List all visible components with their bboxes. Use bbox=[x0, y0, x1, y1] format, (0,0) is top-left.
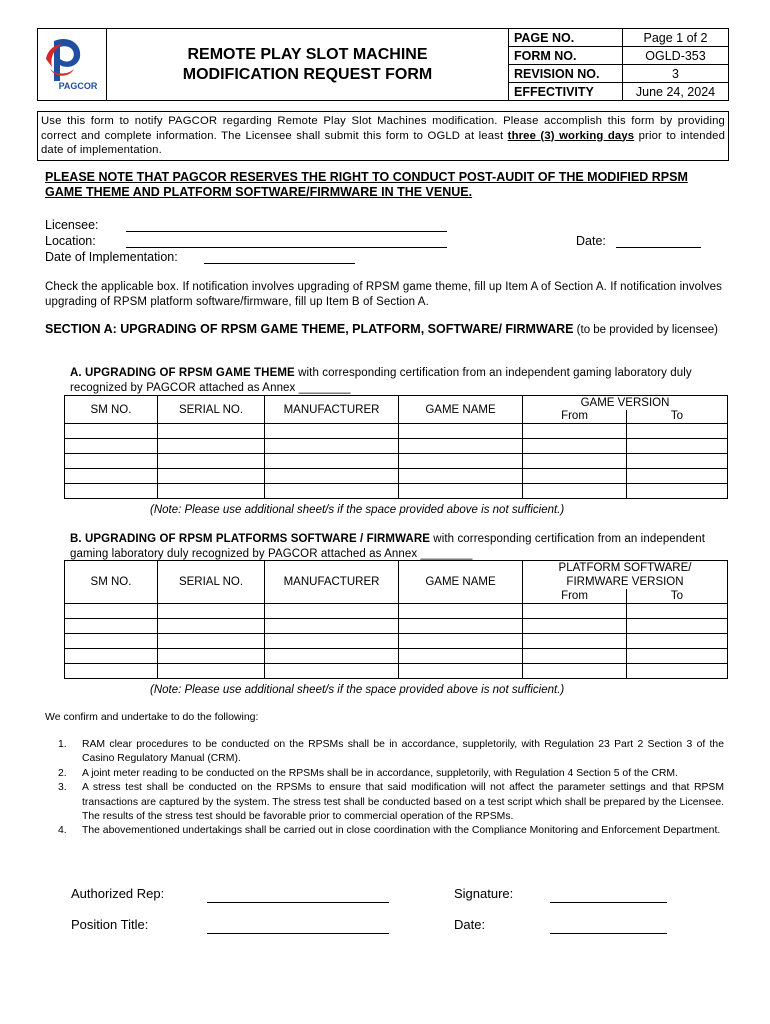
table-cell[interactable] bbox=[65, 663, 158, 678]
item-b-note: (Note: Please use additional sheet/s if the space provided above is not sufficient.) bbox=[150, 684, 565, 696]
item-a-description bbox=[70, 366, 710, 396]
pagcor-logo-icon bbox=[38, 29, 104, 95]
table-cell[interactable] bbox=[65, 439, 158, 454]
pagcor-logo bbox=[38, 29, 107, 101]
item-b-description bbox=[70, 532, 710, 562]
table-cell[interactable] bbox=[523, 469, 627, 484]
item-text: The abovementioned undertakings shall be carried out in close coordination with the Compliance Monitoring and Enforcement Department. bbox=[82, 825, 721, 837]
column-header: SM NO. bbox=[65, 561, 158, 604]
table-cell[interactable] bbox=[399, 424, 523, 439]
signature-date-field[interactable] bbox=[550, 933, 667, 934]
table-cell[interactable] bbox=[523, 663, 627, 678]
table-cell[interactable] bbox=[65, 603, 158, 618]
table-cell[interactable] bbox=[523, 633, 627, 648]
table-cell[interactable] bbox=[265, 633, 399, 648]
from-header: From bbox=[523, 589, 627, 603]
item-text: A joint meter reading to be conducted on the RPSMs shall be in accordance, suppletorily, with Regulation 4 Section 5 of the CRM. bbox=[82, 767, 678, 779]
licensee-field[interactable] bbox=[126, 231, 447, 232]
version-header-line2: FIRMWARE VERSION bbox=[566, 576, 684, 588]
table-cell[interactable] bbox=[65, 648, 158, 663]
form-header bbox=[37, 28, 729, 101]
intro-box bbox=[37, 111, 729, 161]
column-header: GAME NAME bbox=[399, 396, 523, 424]
form-title-line1: REMOTE PLAY SLOT MACHINE bbox=[187, 45, 428, 63]
implementation-date-label: Date of Implementation: bbox=[45, 250, 178, 264]
table-cell[interactable] bbox=[158, 663, 265, 678]
table-cell[interactable] bbox=[265, 454, 399, 469]
to-header: To bbox=[627, 410, 728, 424]
location-label: Location: bbox=[45, 234, 96, 248]
game-theme-table bbox=[64, 395, 728, 499]
item-number: 2. bbox=[58, 767, 67, 779]
licensee-label: Licensee: bbox=[45, 218, 99, 232]
table-cell[interactable] bbox=[265, 603, 399, 618]
authorized-rep-field[interactable] bbox=[207, 902, 389, 903]
table-cell[interactable] bbox=[265, 484, 399, 499]
table-cell[interactable] bbox=[65, 454, 158, 469]
item-a-note: (Note: Please use additional sheet/s if the space provided above is not sufficient.) bbox=[150, 504, 565, 516]
meta-label: FORM NO. bbox=[509, 47, 623, 65]
table-cell[interactable] bbox=[627, 454, 728, 469]
table-cell[interactable] bbox=[627, 424, 728, 439]
table-cell[interactable] bbox=[158, 484, 265, 499]
intro-text-1: Use this form to notify PAGCOR regarding Remote Play Slot Machines modification. Please accomplish this form by providing correct and complete information. The Licensee shall submit this form to OGLD at least bbox=[41, 115, 725, 142]
table-cell[interactable] bbox=[158, 469, 265, 484]
table-cell[interactable] bbox=[65, 633, 158, 648]
date-field[interactable] bbox=[616, 247, 701, 248]
meta-value: June 24, 2024 bbox=[623, 83, 729, 101]
column-header: MANUFACTURER bbox=[265, 561, 399, 604]
table-cell[interactable] bbox=[399, 439, 523, 454]
section-a-heading bbox=[45, 322, 725, 338]
item-a-text: with corresponding certification from an independent gaming laboratory duly recognized by PAGCOR attached as Annex ________ bbox=[70, 367, 692, 394]
version-header bbox=[523, 561, 728, 590]
version-header: GAME VERSION bbox=[523, 396, 728, 410]
column-header: SERIAL NO. bbox=[158, 561, 265, 604]
table-cell[interactable] bbox=[627, 469, 728, 484]
date-label: Date: bbox=[576, 234, 606, 248]
table-cell[interactable] bbox=[265, 648, 399, 663]
item-b-text: with corresponding certification from an independent gaming laboratory duly recognized by PAGCOR attached as Annex ________ bbox=[70, 533, 706, 560]
from-header: From bbox=[523, 410, 627, 424]
table-cell[interactable] bbox=[523, 648, 627, 663]
item-a-heading: A. UPGRADING OF RPSM GAME THEME bbox=[70, 367, 295, 379]
column-header: SERIAL NO. bbox=[158, 396, 265, 424]
table-cell[interactable] bbox=[158, 603, 265, 618]
table-cell[interactable] bbox=[399, 663, 523, 678]
section-a-suffix: (to be provided by licensee) bbox=[573, 324, 718, 336]
intro-emphasis: three (3) working days bbox=[507, 129, 635, 142]
table-cell[interactable] bbox=[158, 439, 265, 454]
list-item bbox=[44, 767, 724, 781]
table-cell[interactable] bbox=[627, 633, 728, 648]
meta-value: 3 bbox=[623, 65, 729, 83]
meta-value: Page 1 of 2 bbox=[623, 29, 729, 47]
table-cell[interactable] bbox=[627, 603, 728, 618]
table-cell[interactable] bbox=[523, 484, 627, 499]
table-cell[interactable] bbox=[627, 618, 728, 633]
table-cell[interactable] bbox=[627, 439, 728, 454]
table-cell[interactable] bbox=[158, 424, 265, 439]
table-cell[interactable] bbox=[523, 618, 627, 633]
table-cell[interactable] bbox=[399, 484, 523, 499]
table-cell[interactable] bbox=[265, 663, 399, 678]
section-a-title: SECTION A: UPGRADING OF RPSM GAME THEME, PLATFORM, SOFTWARE/ FIRMWARE bbox=[45, 322, 574, 336]
table-cell[interactable] bbox=[523, 454, 627, 469]
implementation-date-field[interactable] bbox=[204, 263, 355, 264]
location-field[interactable] bbox=[126, 247, 447, 248]
confirm-statement: We confirm and undertake to do the following: bbox=[45, 711, 259, 723]
table-cell[interactable] bbox=[265, 424, 399, 439]
position-title-label: Position Title: bbox=[71, 917, 149, 932]
table-cell[interactable] bbox=[158, 648, 265, 663]
meta-value: OGLD-353 bbox=[623, 47, 729, 65]
table-cell[interactable] bbox=[265, 469, 399, 484]
position-title-field[interactable] bbox=[207, 933, 389, 934]
platform-software-table bbox=[64, 560, 728, 679]
meta-label: PAGE NO. bbox=[509, 29, 623, 47]
meta-label: EFFECTIVITY bbox=[509, 83, 623, 101]
table-cell[interactable] bbox=[399, 633, 523, 648]
table-cell[interactable] bbox=[265, 439, 399, 454]
form-title bbox=[107, 29, 509, 101]
instructions: Check the applicable box. If notification involves upgrading of RPSM game theme, fill up Item A of Section A. If notification involves upgrading of RPSM platform software/firmware, fill up Item B of Section A. bbox=[45, 281, 722, 308]
intro-text-2: prior to intended date of implementation. bbox=[41, 129, 726, 156]
table-cell[interactable] bbox=[523, 603, 627, 618]
table-cell[interactable] bbox=[65, 424, 158, 439]
table-cell[interactable] bbox=[523, 439, 627, 454]
table-cell[interactable] bbox=[523, 424, 627, 439]
table-cell[interactable] bbox=[399, 454, 523, 469]
signature-date-label: Date: bbox=[454, 917, 486, 932]
meta-label: REVISION NO. bbox=[509, 65, 623, 83]
table-cell[interactable] bbox=[158, 633, 265, 648]
table-cell[interactable] bbox=[627, 663, 728, 678]
authorized-rep-label: Authorized Rep: bbox=[71, 886, 165, 901]
item-text: A stress test shall be conducted on the RPSMs to ensure that said modification will not affect the parameter settings and that RPSM transactions are captured by the system. The stress test shall be conducted based on a test script which shall be prepared by the Licensee. The results of the stress test should be favorable prior to commercial operation of the RPSMs. bbox=[82, 782, 724, 823]
item-number: 1. bbox=[58, 739, 67, 750]
table-cell[interactable] bbox=[399, 469, 523, 484]
table-cell[interactable] bbox=[399, 648, 523, 663]
column-header: GAME NAME bbox=[399, 561, 523, 604]
form-title-line2: MODIFICATION REQUEST FORM bbox=[182, 65, 433, 83]
column-header: SM NO. bbox=[65, 396, 158, 424]
undertakings-list bbox=[44, 738, 724, 839]
post-audit-notice: PLEASE NOTE THAT PAGCOR RESERVES THE RIGHT TO CONDUCT POST-AUDIT OF THE MODIFIED RPSM GAME THEME AND PLATFORM SOFTWARE/FIRMWARE IN THE VENUE. bbox=[45, 170, 688, 199]
version-header-line1: PLATFORM SOFTWARE/ bbox=[558, 562, 692, 574]
table-cell[interactable] bbox=[65, 469, 158, 484]
item-number: 4. bbox=[58, 825, 67, 837]
table-cell[interactable] bbox=[65, 484, 158, 499]
signature-field[interactable] bbox=[550, 902, 667, 903]
table-cell[interactable] bbox=[399, 603, 523, 618]
table-cell[interactable] bbox=[627, 648, 728, 663]
table-cell[interactable] bbox=[158, 618, 265, 633]
table-cell[interactable] bbox=[265, 618, 399, 633]
table-cell[interactable] bbox=[158, 454, 265, 469]
to-header: To bbox=[627, 589, 728, 603]
list-item bbox=[44, 781, 724, 824]
item-b-heading: B. UPGRADING OF RPSM PLATFORMS SOFTWARE / FIRMWARE bbox=[70, 533, 431, 545]
table-cell[interactable] bbox=[399, 618, 523, 633]
item-text: RAM clear procedures to be conducted on the RPSMs shall be in accordance, suppletorily, with Regulation 23 Part 2 Section 3 of the Casino Regulatory Manual (CRM). bbox=[82, 739, 724, 765]
list-item bbox=[44, 824, 724, 838]
logo-wordmark: PAGCOR bbox=[58, 81, 98, 91]
table-cell[interactable] bbox=[65, 618, 158, 633]
signature-label: Signature: bbox=[454, 886, 514, 901]
item-number: 3. bbox=[58, 782, 67, 794]
list-item bbox=[44, 738, 724, 767]
column-header: MANUFACTURER bbox=[265, 396, 399, 424]
table-cell[interactable] bbox=[627, 484, 728, 499]
